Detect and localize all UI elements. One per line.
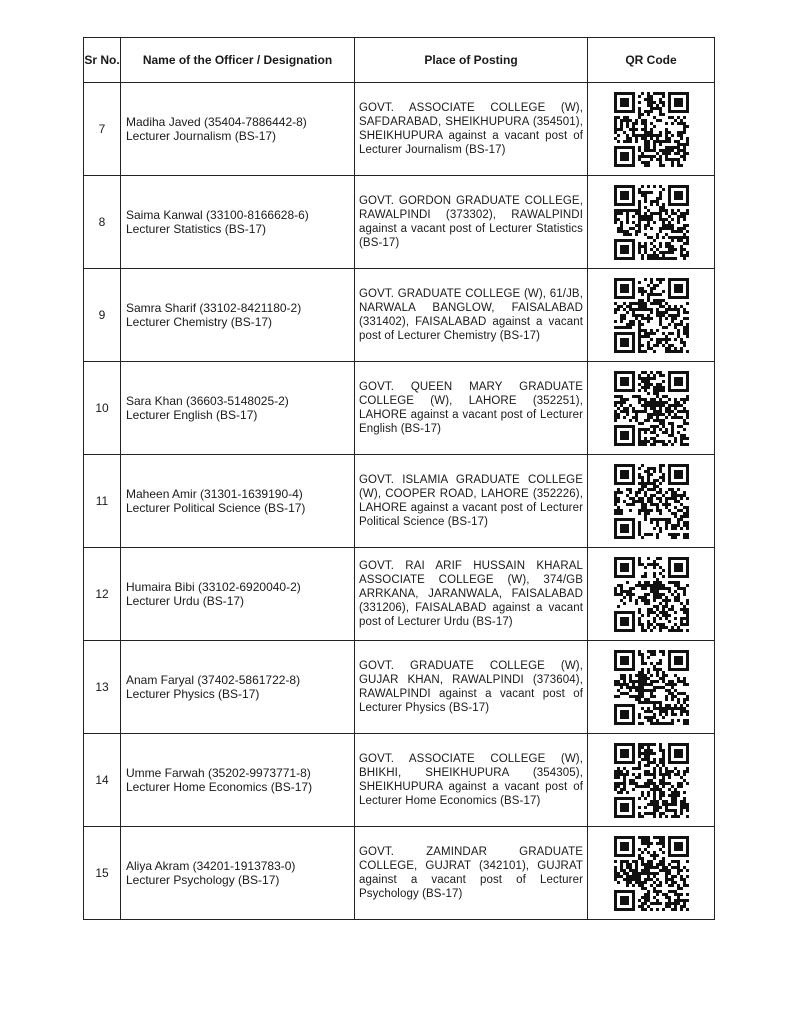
serial-number: 8 — [84, 176, 121, 269]
table-row — [84, 827, 715, 920]
table-row — [84, 548, 715, 641]
serial-number: 15 — [84, 827, 121, 920]
place-of-posting: GOVT. QUEEN MARY GRADUATE COLLEGE (W), LAHORE (352251), LAHORE against a vacant post of Lecturer English (BS-17) — [355, 362, 588, 455]
officer-name: Humaira Bibi (33102-6920040-2) — [126, 580, 301, 594]
qr-code-cell — [588, 734, 715, 827]
table-row — [84, 83, 715, 176]
qr-code-cell — [588, 548, 715, 641]
officer-cell — [121, 734, 355, 827]
officer-designation: Lecturer Home Economics (BS-17) — [126, 780, 313, 794]
qr-code-cell — [588, 827, 715, 920]
qr-code-cell — [588, 455, 715, 548]
serial-number: 7 — [84, 83, 121, 176]
table-row — [84, 641, 715, 734]
officer-name: Sara Khan (36603-5148025-2) — [126, 394, 289, 408]
place-of-posting: GOVT. RAI ARIF HUSSAIN KHARAL ASSOCIATE COLLEGE (W), 374/GB ARRKANA, JARANWALA, FAISALABAD (331206), FAISALABAD against a vacant post of Lecturer Urdu (BS-17) — [355, 548, 588, 641]
officer-name: Madiha Javed (35404-7886442-8) — [126, 115, 307, 129]
officer-cell — [121, 827, 355, 920]
qr-code-cell — [588, 176, 715, 269]
qr-code-cell — [588, 362, 715, 455]
header-place: Place of Posting — [355, 38, 588, 83]
officer-name: Samra Sharif (33102-8421180-2) — [126, 301, 302, 315]
officer-name: Umme Farwah (35202-9973771-8) — [126, 766, 311, 780]
place-of-posting: GOVT. ASSOCIATE COLLEGE (W), SAFDARABAD, SHEIKHUPURA (354501), SHEIKHUPURA against a vacant post of Lecturer Journalism (BS-17) — [355, 83, 588, 176]
qr-code-cell — [588, 269, 715, 362]
officer-designation: Lecturer Psychology (BS-17) — [126, 873, 280, 887]
place-of-posting: GOVT. ISLAMIA GRADUATE COLLEGE (W), COOPER ROAD, LAHORE (352226), LAHORE against a vacant post of Lecturer Political Science (BS-17) — [355, 455, 588, 548]
officer-designation: Lecturer Chemistry (BS-17) — [126, 315, 273, 329]
qr-code-icon — [614, 836, 689, 911]
table-row — [84, 734, 715, 827]
place-of-posting: GOVT. GORDON GRADUATE COLLEGE, RAWALPINDI (373302), RAWALPINDI against a vacant post of Lecturer Statistics (BS-17) — [355, 176, 588, 269]
officer-name: Maheen Amir (31301-1639190-4) — [126, 487, 303, 501]
qr-code-icon — [614, 743, 689, 818]
serial-number: 13 — [84, 641, 121, 734]
place-of-posting: GOVT. GRADUATE COLLEGE (W), GUJAR KHAN, RAWALPINDI (373604), RAWALPINDI against a vacant post of Lecturer Physics (BS-17) — [355, 641, 588, 734]
qr-code-icon — [614, 278, 689, 353]
header-sr: Sr No. — [84, 38, 121, 83]
officer-cell — [121, 176, 355, 269]
serial-number: 10 — [84, 362, 121, 455]
header-name: Name of the Officer / Designation — [121, 38, 355, 83]
officer-cell — [121, 455, 355, 548]
officer-name: Anam Faryal (37402-5861722-8) — [126, 673, 301, 687]
qr-code-icon — [614, 557, 689, 632]
qr-code-cell — [588, 641, 715, 734]
serial-number: 12 — [84, 548, 121, 641]
qr-code-icon — [614, 464, 689, 539]
serial-number: 11 — [84, 455, 121, 548]
officer-designation: Lecturer Political Science (BS-17) — [126, 501, 306, 515]
place-of-posting: GOVT. ASSOCIATE COLLEGE (W), BHIKHI, SHEIKHUPURA (354305), SHEIKHUPURA against a vacant post of Lecturer Home Economics (BS-17) — [355, 734, 588, 827]
officer-cell — [121, 362, 355, 455]
table-row — [84, 455, 715, 548]
officer-cell — [121, 269, 355, 362]
officer-cell — [121, 83, 355, 176]
place-of-posting: GOVT. ZAMINDAR GRADUATE COLLEGE, GUJRAT (342101), GUJRAT against a vacant post of Lecturer Psychology (BS-17) — [355, 827, 588, 920]
qr-code-icon — [614, 92, 689, 167]
officer-name: Saima Kanwal (33100-8166628-6) — [126, 208, 309, 222]
table-row — [84, 269, 715, 362]
qr-code-icon — [614, 185, 689, 260]
officer-designation: Lecturer Physics (BS-17) — [126, 687, 260, 701]
qr-code-cell — [588, 83, 715, 176]
officer-designation: Lecturer English (BS-17) — [126, 408, 258, 422]
posting-table — [83, 37, 715, 920]
officer-designation: Lecturer Statistics (BS-17) — [126, 222, 267, 236]
officer-cell — [121, 641, 355, 734]
qr-code-icon — [614, 650, 689, 725]
table-row — [84, 176, 715, 269]
header-qr: QR Code — [588, 38, 715, 83]
serial-number: 14 — [84, 734, 121, 827]
header-row — [84, 38, 715, 83]
table-row — [84, 362, 715, 455]
officer-designation: Lecturer Urdu (BS-17) — [126, 594, 245, 608]
officer-name: Aliya Akram (34201-1913783-0) — [126, 859, 296, 873]
officer-designation: Lecturer Journalism (BS-17) — [126, 129, 277, 143]
serial-number: 9 — [84, 269, 121, 362]
officer-cell — [121, 548, 355, 641]
qr-code-icon — [614, 371, 689, 446]
place-of-posting: GOVT. GRADUATE COLLEGE (W), 61/JB, NARWALA BANGLOW, FAISALABAD (331402), FAISALABAD against a vacant post of Lecturer Chemistry (BS-17) — [355, 269, 588, 362]
